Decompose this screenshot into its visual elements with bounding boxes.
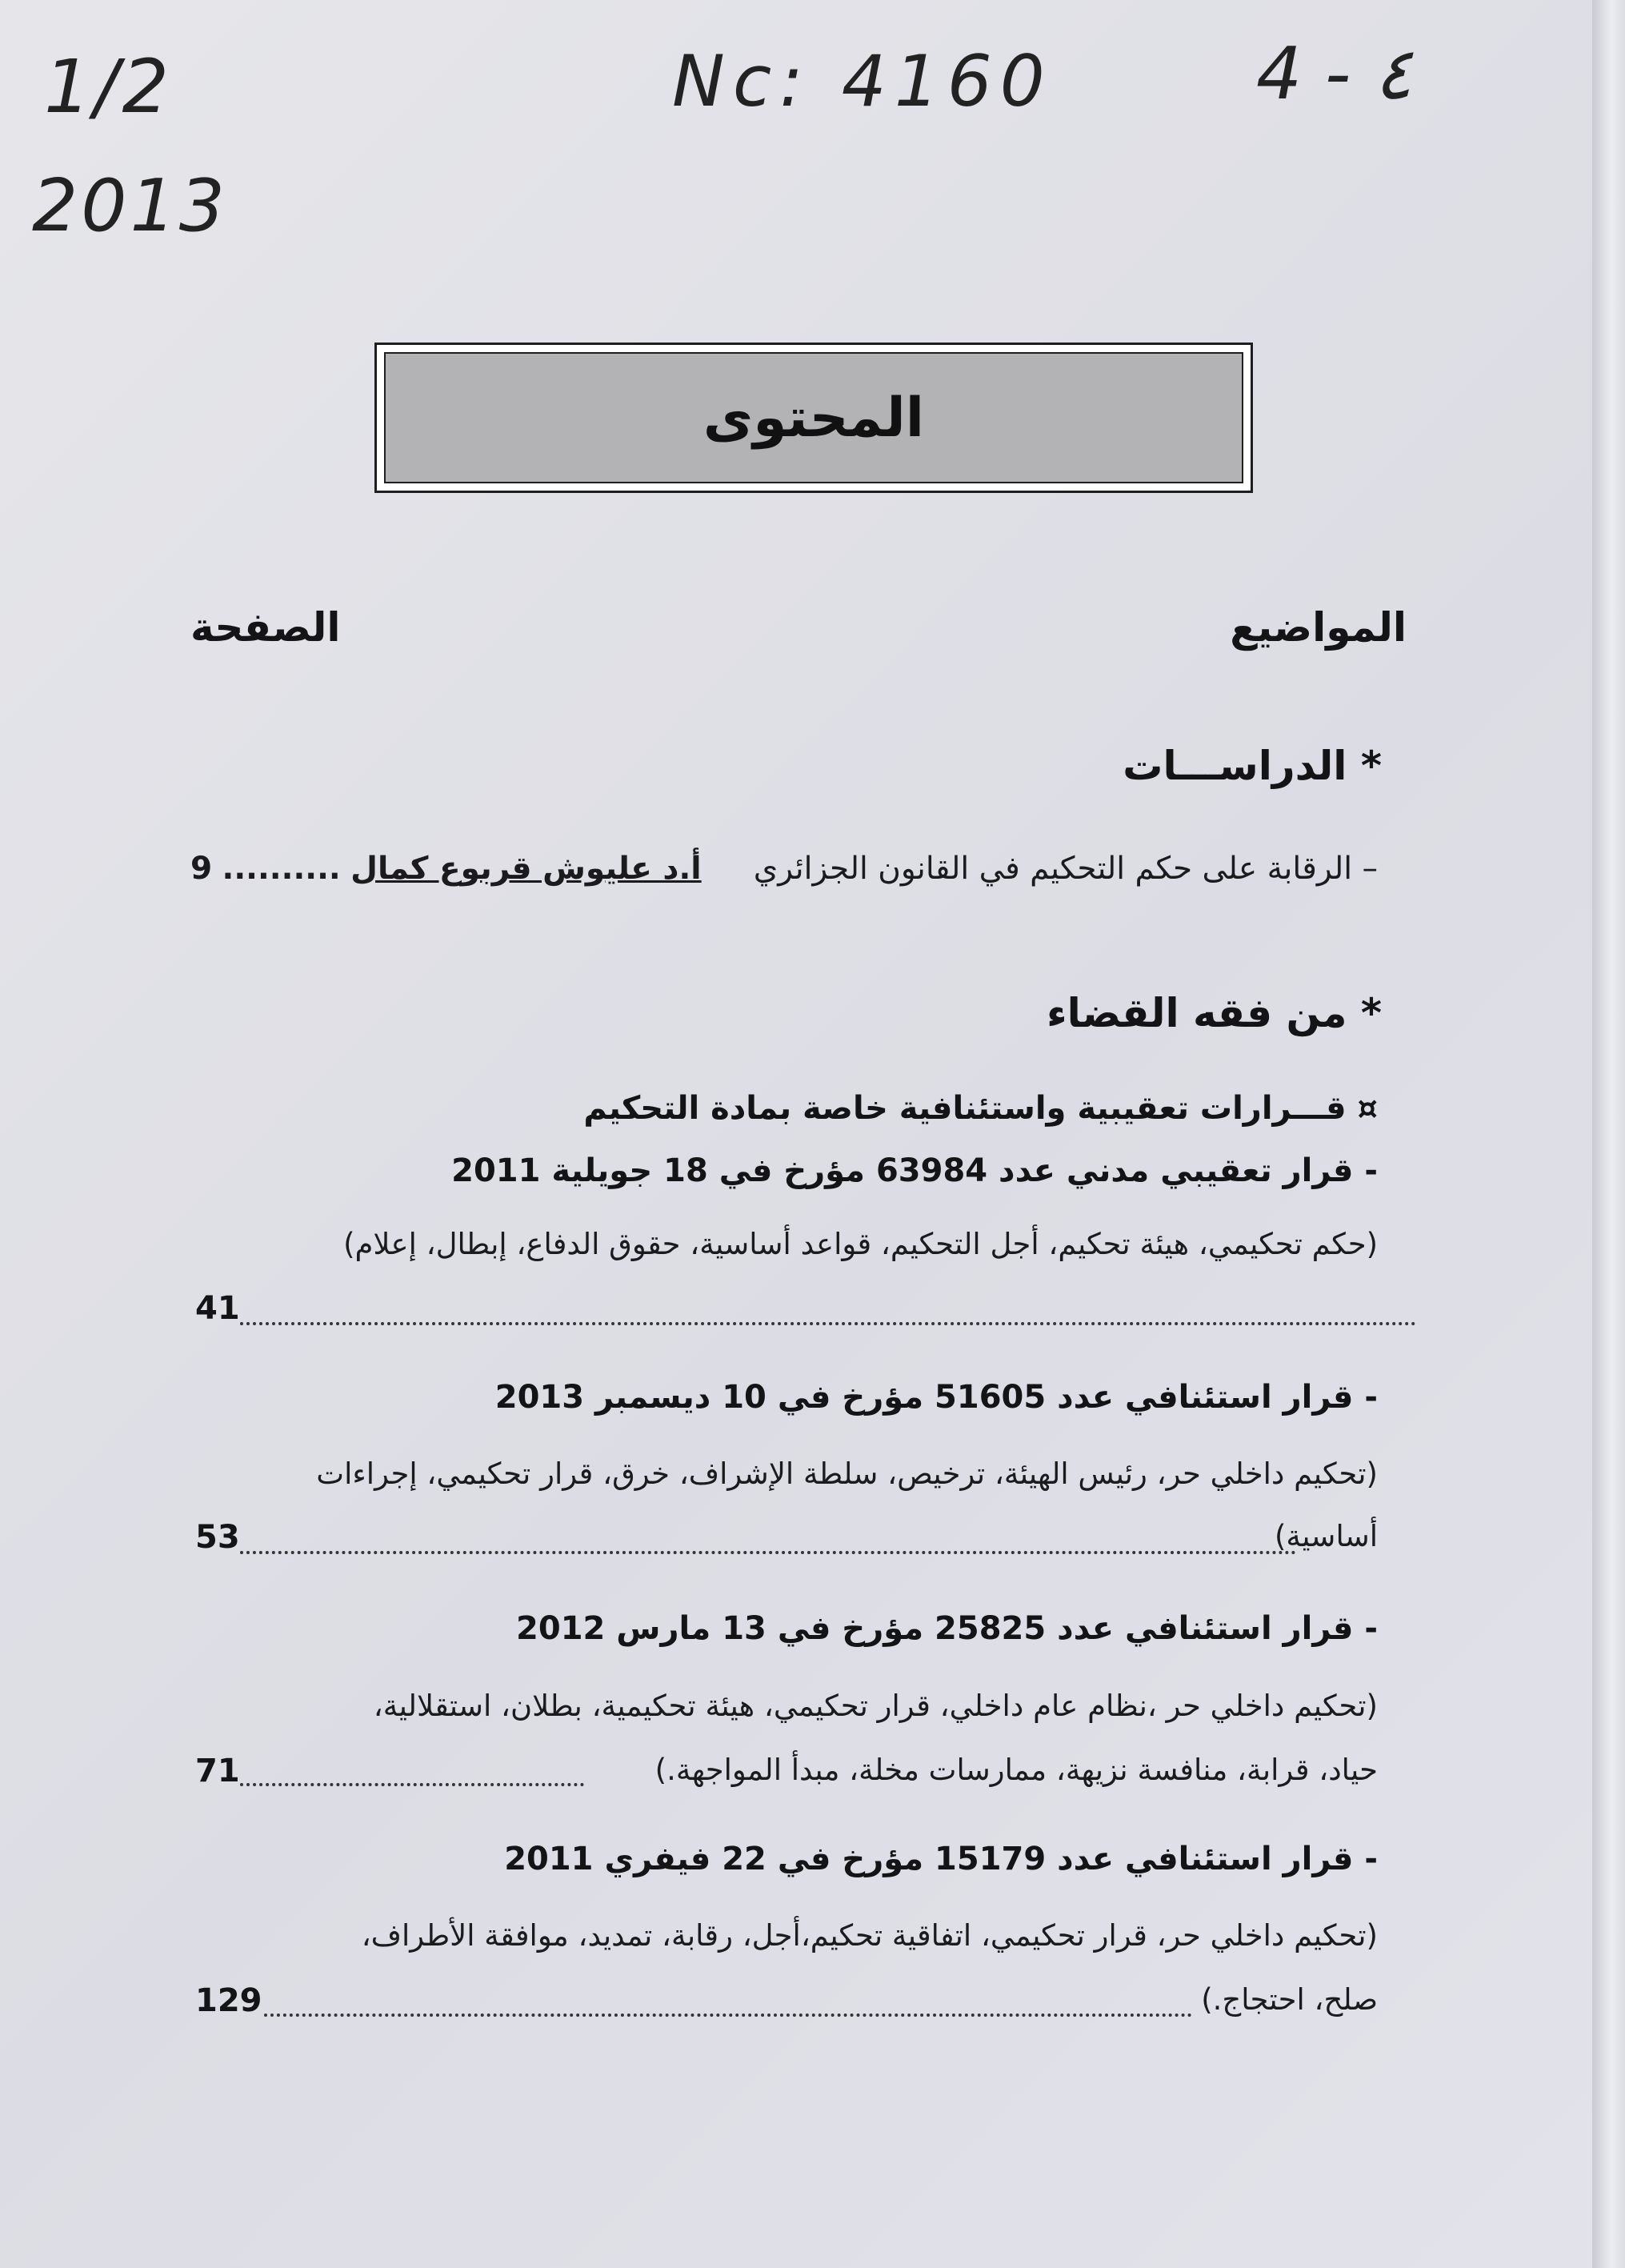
decision-keywords: (تحكيم داخلي حر ،نظام عام داخلي، قرار تحكيمي، هيئة تحكيمية، بطلان، استقلالية، <box>373 1689 1378 1723</box>
title-box <box>374 343 1253 493</box>
decision-keywords-continued: صلح، احتجاج.) <box>1201 1982 1378 2017</box>
studies-section-heading: * الدراســـات <box>1123 743 1382 789</box>
title-box-inner <box>384 352 1243 483</box>
leader-dots <box>240 1783 584 1786</box>
page-edge <box>1592 0 1625 2268</box>
decisions-subheading: ¤ قـــرارات تعقيبية واستئنافية خاصة بمادة التحكيم <box>583 1090 1378 1127</box>
decision-title: - قرار تعقيبي مدني عدد 63984 مؤرخ في 18 جويلية 2011 <box>451 1152 1378 1189</box>
decision-page-number: 53 <box>195 1519 240 1556</box>
handwritten-fraction: 1/2 <box>44 44 173 130</box>
leader-dots <box>264 2014 1192 2017</box>
leader-dots <box>240 1322 1416 1325</box>
studies-entry-author: أ.د عليوش قربوع كمال <box>350 851 702 887</box>
topics-column-heading: المواضيع <box>1230 604 1407 651</box>
studies-entry-page: 9 <box>190 851 213 887</box>
decision-title: - قرار استئنافي عدد 25825 مؤرخ في 13 مارس 2012 <box>516 1610 1378 1647</box>
studies-entry-dots: .......... <box>222 851 341 887</box>
decision-title: - قرار استئنافي عدد 15179 مؤرخ في 22 فيفري 2011 <box>504 1841 1378 1877</box>
decision-keywords-continued: أساسية) <box>1275 1519 1378 1553</box>
decision-page-number: 41 <box>195 1290 240 1327</box>
handwritten-catalog-number: Nc: 4160 <box>672 40 1053 122</box>
jurisprudence-section-heading: * من فقه القضاء <box>1047 990 1382 1036</box>
decision-title: - قرار استئنافي عدد 51605 مؤرخ في 10 ديسمبر 2013 <box>494 1379 1378 1416</box>
handwritten-volume: 4 - ٤ <box>1256 32 1413 116</box>
page-title: المحتوى <box>702 386 925 450</box>
decision-page-number: 129 <box>195 1982 262 2019</box>
decision-keywords-continued: حياد، قرابة، منافسة نزيهة، ممارسات مخلة، مبدأ المواجهة.) <box>654 1753 1378 1787</box>
decision-keywords: (تحكيم داخلي حر، قرار تحكيمي، اتفاقية تحكيم،أجل، رقابة، تمديد، موافقة الأطراف، <box>361 1918 1378 1953</box>
handwritten-year: 2013 <box>32 164 229 248</box>
decision-page-number: 71 <box>195 1753 240 1789</box>
leader-dots <box>240 1551 1296 1554</box>
studies-entry-meta <box>190 851 702 887</box>
page-column-heading: الصفحة <box>190 604 341 651</box>
studies-entry-title: – الرقابة على حكم التحكيم في القانون الجزائري <box>753 851 1378 887</box>
decision-keywords: (تحكيم داخلي حر، رئيس الهيئة، ترخيص، سلطة الإشراف، خرق، قرار تحكيمي، إجراءات <box>316 1457 1378 1491</box>
decision-keywords: (حكم تحكيمي، هيئة تحكيم، أجل التحكيم، قواعد أساسية، حقوق الدفاع، إبطال، إعلام) <box>343 1227 1378 1261</box>
